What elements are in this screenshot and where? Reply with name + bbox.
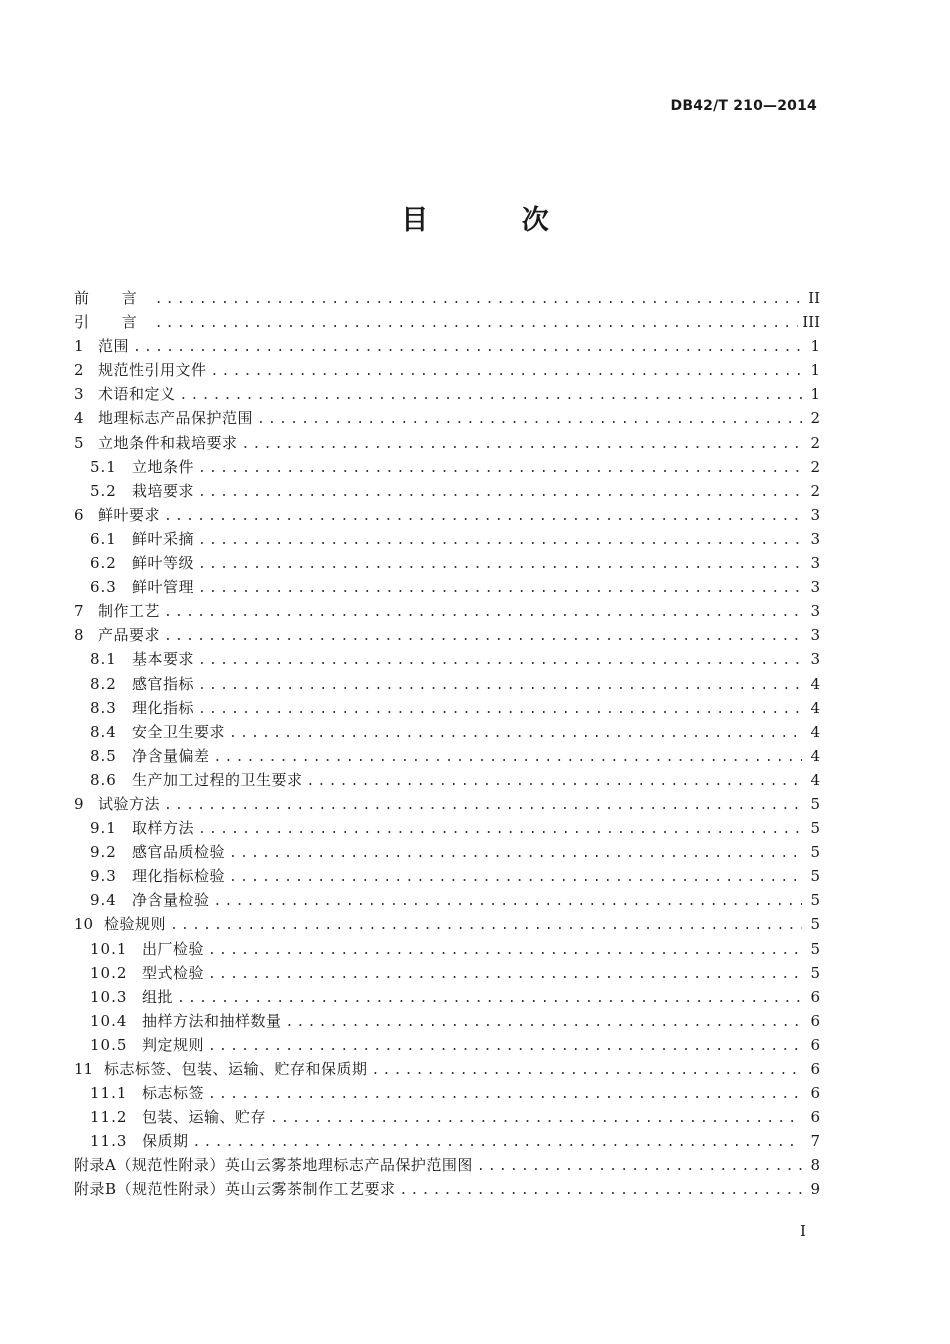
toc-subentry[interactable] — [74, 1105, 820, 1129]
toc-entry-label: 理化指标 — [132, 698, 195, 717]
toc-subentry[interactable] — [74, 744, 820, 768]
toc-entry-page: 5 — [810, 843, 820, 862]
toc-entry-number: 6.1 — [90, 529, 117, 548]
toc-entry-page: 3 — [810, 650, 820, 669]
toc-entry-label: 检验规则 — [104, 915, 167, 934]
toc-entry-number: 9.4 — [90, 891, 117, 910]
toc-leader-dots — [155, 312, 798, 336]
toc-leader-dots — [193, 1131, 802, 1155]
toc-entry-number: 9.3 — [90, 867, 117, 886]
toc-entry-number: 5 — [74, 433, 84, 452]
toc-subentry[interactable] — [74, 1081, 820, 1105]
toc-entry-appendix-a[interactable] — [74, 1153, 820, 1177]
toc-subentry[interactable] — [74, 768, 820, 792]
toc-entry-page: 4 — [810, 746, 820, 765]
toc-entry-number: 8.3 — [90, 698, 117, 717]
toc-subentry[interactable] — [74, 455, 820, 479]
toc-entry-page: 3 — [810, 554, 820, 573]
toc-entry-page: 4 — [810, 698, 820, 717]
toc-entry-label: 感官指标 — [132, 674, 195, 693]
toc-leader-dots — [198, 457, 802, 481]
toc-entry-label: 保质期 — [142, 1132, 189, 1151]
toc-entry-label: 鲜叶采摘 — [132, 529, 195, 548]
toc-subentry[interactable] — [74, 1129, 820, 1153]
toc-entry-page: 8 — [810, 1156, 820, 1175]
toc-entry-page: 5 — [810, 963, 820, 982]
toc-entry-label: 判定规则 — [142, 1035, 205, 1054]
page-number: I — [800, 1222, 806, 1240]
toc-entry-page: 7 — [810, 1132, 820, 1151]
toc-leader-dots — [214, 746, 802, 770]
toc-entry-number: 11.2 — [90, 1108, 128, 1127]
toc-entry-page: 6 — [810, 1035, 820, 1054]
toc-entry-number: 6 — [74, 505, 84, 524]
toc-leader-dots — [164, 625, 802, 649]
toc-entry[interactable] — [74, 406, 820, 430]
toc-entry[interactable] — [74, 382, 820, 406]
toc-subentry[interactable] — [74, 864, 820, 888]
toc-entry-number: 8.2 — [90, 674, 117, 693]
toc-leader-dots — [270, 1107, 802, 1131]
toc-entry-label: 前 言 — [74, 289, 151, 307]
toc-leader-dots — [170, 914, 802, 938]
toc-subentry[interactable] — [74, 479, 820, 503]
toc-leader-dots — [211, 360, 802, 384]
toc-entry[interactable] — [74, 358, 820, 382]
toc-entry-number: 11.1 — [90, 1084, 128, 1103]
toc-entry-appendix-b[interactable] — [74, 1177, 820, 1201]
toc-entry-label: 立地条件和栽培要求 — [98, 433, 238, 452]
toc-entry-page: 2 — [810, 481, 820, 500]
toc-entry-label: 组批 — [142, 987, 174, 1006]
toc-subentry[interactable] — [74, 527, 820, 551]
toc-leader-dots — [208, 1035, 802, 1059]
toc-entry-label: 型式检验 — [142, 963, 205, 982]
toc-entry-label: 生产加工过程的卫生要求 — [132, 770, 303, 789]
toc-entry-page: 2 — [810, 457, 820, 476]
toc-entry-label: 引 言 — [74, 313, 151, 332]
toc-entry-number: 5.1 — [90, 457, 117, 476]
toc-subentry[interactable] — [74, 937, 820, 961]
toc-entry[interactable] — [74, 912, 820, 936]
toc-leader-dots — [229, 842, 802, 866]
toc-leader-dots — [242, 433, 802, 457]
toc-entry[interactable] — [74, 503, 820, 527]
toc-entry-page: 1 — [810, 361, 820, 380]
toc-entry-page: III — [802, 313, 820, 332]
toc-entry[interactable] — [74, 792, 820, 816]
toc-leader-dots — [198, 818, 802, 842]
toc-entry[interactable] — [74, 334, 820, 358]
table-of-contents — [74, 286, 820, 1202]
toc-entry-page: 5 — [810, 819, 820, 838]
toc-entry-number: 8 — [74, 626, 84, 645]
toc-entry-label: 包装、运输、贮存 — [142, 1108, 267, 1127]
toc-entry-page: 2 — [810, 409, 820, 428]
toc-entry-page: 4 — [810, 770, 820, 789]
toc-leader-dots — [257, 408, 802, 432]
toc-leader-dots — [198, 529, 802, 553]
toc-entry-number: 10 — [74, 915, 94, 934]
standard-code: DB42/T 210—2014 — [670, 98, 817, 114]
toc-entry-page: 2 — [810, 433, 820, 452]
toc-leader-dots — [177, 987, 802, 1011]
toc-entry-page: II — [808, 289, 820, 307]
toc-entry-label: 理化指标检验 — [132, 867, 226, 886]
toc-entry-label: 制作工艺 — [98, 602, 161, 621]
toc-entry[interactable] — [74, 599, 820, 623]
toc-entry-label: 净含量检验 — [132, 891, 210, 910]
toc-entry-page: 5 — [810, 867, 820, 886]
toc-leader-dots — [372, 1059, 802, 1083]
toc-subentry[interactable] — [74, 647, 820, 671]
toc-entry-number: 8.1 — [90, 650, 117, 669]
toc-entry-number: 11.3 — [90, 1132, 128, 1151]
toc-entry-number: 3 — [74, 385, 84, 404]
toc-entry-label: 范围 — [98, 337, 130, 356]
toc-entry-number: 4 — [74, 409, 84, 428]
toc-entry-label: 附录B（规范性附录）英山云雾茶制作工艺要求 — [74, 1180, 396, 1199]
toc-subentry[interactable] — [74, 1033, 820, 1057]
toc-leader-dots — [208, 963, 802, 987]
toc-entry-label: 规范性引用文件 — [98, 361, 207, 380]
toc-subentry[interactable] — [74, 720, 820, 744]
toc-entry-number: 2 — [74, 361, 84, 380]
page-title: 目 次 — [401, 205, 591, 236]
toc-leader-dots — [208, 1083, 802, 1107]
toc-subentry[interactable] — [74, 816, 820, 840]
toc-entry-page: 3 — [810, 505, 820, 524]
toc-entry-page: 6 — [810, 1060, 820, 1078]
toc-subentry[interactable] — [74, 888, 820, 912]
toc-leader-dots — [198, 577, 802, 601]
toc-entry-label: 术语和定义 — [98, 385, 176, 404]
toc-subentry[interactable] — [74, 672, 820, 696]
toc-entry-label: 取样方法 — [132, 819, 195, 838]
toc-entry-number: 9.2 — [90, 843, 117, 862]
toc-entry-page: 4 — [810, 674, 820, 693]
toc-leader-dots — [198, 649, 802, 673]
toc-entry-number: 10.2 — [90, 963, 128, 982]
toc-entry[interactable] — [74, 623, 820, 647]
toc-entry-page: 3 — [810, 626, 820, 645]
toc-leader-dots — [198, 674, 802, 698]
toc-entry-number: 6.2 — [90, 554, 117, 573]
toc-leader-dots — [164, 794, 802, 818]
toc-entry-label: 立地条件 — [132, 457, 195, 476]
toc-entry-label: 试验方法 — [98, 794, 161, 813]
toc-leader-dots — [133, 336, 802, 360]
toc-entry-number: 5.2 — [90, 481, 117, 500]
toc-entry-page: 1 — [810, 337, 820, 356]
toc-entry-label: 鲜叶等级 — [132, 554, 195, 573]
toc-entry-page: 6 — [810, 1011, 820, 1030]
toc-entry-number: 8.6 — [90, 770, 117, 789]
toc-entry-number: 8.4 — [90, 722, 117, 741]
toc-entry-number: 8.5 — [90, 746, 117, 765]
toc-entry-number: 11 — [74, 1060, 94, 1078]
toc-leader-dots — [400, 1179, 802, 1203]
toc-entry-page: 5 — [810, 891, 820, 910]
toc-entry-number: 6.3 — [90, 578, 117, 597]
toc-leader-dots — [477, 1155, 802, 1179]
toc-entry-label: 地理标志产品保护范围 — [98, 409, 254, 428]
toc-entry-page: 5 — [810, 915, 820, 934]
toc-entry-label: 安全卫生要求 — [132, 722, 226, 741]
toc-entry-label: 抽样方法和抽样数量 — [142, 1011, 282, 1030]
toc-entry-label: 产品要求 — [98, 626, 161, 645]
toc-entry-page: 1 — [810, 385, 820, 404]
toc-subentry[interactable] — [74, 985, 820, 1009]
toc-entry-label: 净含量偏差 — [132, 746, 210, 765]
toc-entry-page: 5 — [810, 794, 820, 813]
toc-entry-label: 标志标签 — [142, 1084, 205, 1103]
toc-entry-label: 附录A（规范性附录）英山云雾茶地理标志产品保护范围图 — [74, 1156, 473, 1175]
toc-subentry[interactable] — [74, 575, 820, 599]
toc-entry-label: 出厂检验 — [142, 939, 205, 958]
toc-entry-page: 6 — [810, 1108, 820, 1127]
toc-subentry[interactable] — [74, 961, 820, 985]
toc-entry-label: 基本要求 — [132, 650, 195, 669]
toc-leader-dots — [198, 698, 802, 722]
toc-entry-label: 标志标签、包装、运输、贮存和保质期 — [104, 1060, 368, 1078]
toc-leader-dots — [164, 505, 802, 529]
toc-entry[interactable] — [74, 431, 820, 455]
toc-entry-page: 9 — [810, 1180, 820, 1199]
toc-subentry[interactable] — [74, 840, 820, 864]
toc-leader-dots — [155, 288, 802, 312]
toc-entry-label: 鲜叶管理 — [132, 578, 195, 597]
toc-leader-dots — [208, 939, 802, 963]
toc-entry-number: 9 — [74, 794, 84, 813]
toc-leader-dots — [229, 722, 802, 746]
toc-entry-page: 3 — [810, 578, 820, 597]
toc-leader-dots — [164, 601, 802, 625]
toc-leader-dots — [286, 1011, 802, 1035]
toc-entry[interactable] — [74, 1057, 820, 1081]
toc-entry-number: 9.1 — [90, 819, 117, 838]
toc-entry-number: 7 — [74, 602, 84, 621]
toc-entry-page: 3 — [810, 529, 820, 548]
toc-entry-foreword[interactable] — [74, 286, 820, 310]
toc-leader-dots — [198, 553, 802, 577]
toc-entry-page: 3 — [810, 602, 820, 621]
toc-entry-number: 10.4 — [90, 1011, 128, 1030]
toc-entry-number: 1 — [74, 337, 84, 356]
toc-entry-label: 鲜叶要求 — [98, 505, 161, 524]
toc-entry-page: 6 — [810, 987, 820, 1006]
toc-subentry[interactable] — [74, 551, 820, 575]
toc-entry-page: 5 — [810, 939, 820, 958]
toc-entry-introduction[interactable] — [74, 310, 820, 334]
toc-entry-page: 4 — [810, 722, 820, 741]
toc-subentry[interactable] — [74, 1009, 820, 1033]
toc-entry-page: 6 — [810, 1084, 820, 1103]
toc-leader-dots — [307, 770, 802, 794]
toc-entry-label: 感官品质检验 — [132, 843, 226, 862]
toc-entry-number: 10.3 — [90, 987, 128, 1006]
toc-entry-number: 10.5 — [90, 1035, 128, 1054]
toc-entry-number: 10.1 — [90, 939, 128, 958]
toc-subentry[interactable] — [74, 696, 820, 720]
toc-leader-dots — [229, 866, 802, 890]
toc-leader-dots — [198, 481, 802, 505]
toc-leader-dots — [214, 890, 802, 914]
toc-entry-label: 栽培要求 — [132, 481, 195, 500]
toc-leader-dots — [180, 384, 802, 408]
